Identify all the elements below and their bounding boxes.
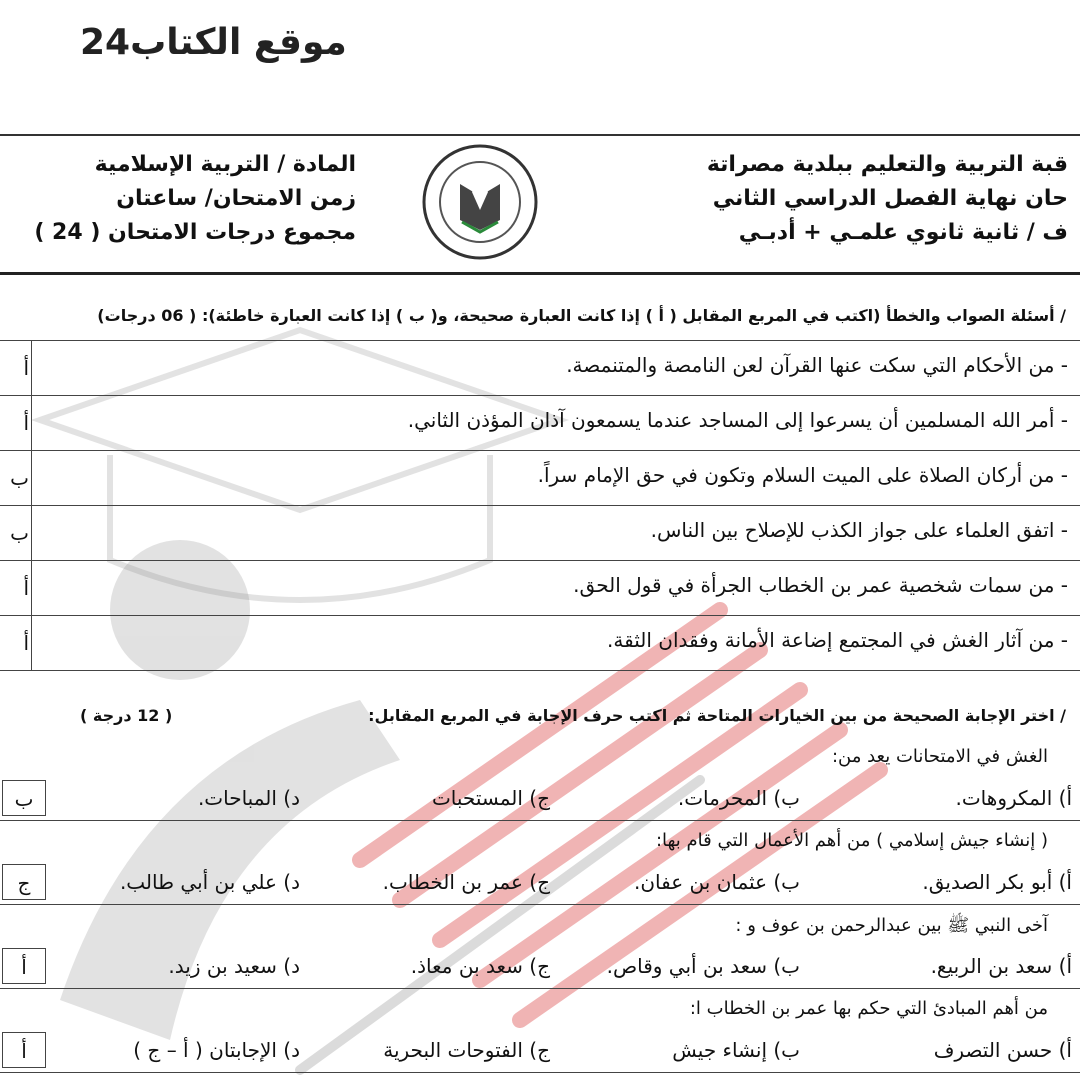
header-authority-block xyxy=(608,148,1068,250)
header-line: حان نهاية الفصل الدراسي الثاني xyxy=(712,186,1068,211)
option-a: أ) حسن التصرف xyxy=(933,1038,1072,1062)
table-row xyxy=(0,341,1080,396)
option-d: د) الإجابتان ( أ – ج ) xyxy=(133,1038,300,1062)
answer-box: ب xyxy=(0,506,32,560)
header-subject-block xyxy=(26,148,356,250)
site-title: موقع الكتاب24 xyxy=(80,22,347,63)
option-b: ب) عثمان بن عفان. xyxy=(634,870,800,894)
answer-box: ب xyxy=(2,780,46,816)
question-stem: آخى النبي ﷺ بين عبدالرحمن بن عوف و : xyxy=(735,915,1048,936)
statement-text: - من أركان الصلاة على الميت السلام وتكون في حق الإمام سراً. xyxy=(537,463,1068,487)
section1-instruction: / أسئلة الصواب والخطأ (اكتب في المربع المقابل ( أ ) إذا كانت العبارة صحيحة، و( ب ) إذا كانت العبارة خاطئة): ( 06 درجات) xyxy=(97,306,1066,325)
answer-box: أ xyxy=(2,948,46,984)
options-row xyxy=(0,948,1080,989)
total-marks-line: مجموع درجات الامتحان ( 24 ) xyxy=(34,220,356,245)
answer-box: أ xyxy=(0,616,32,670)
table-row xyxy=(0,506,1080,561)
option-a: أ) سعد بن الربيع. xyxy=(930,954,1072,978)
option-c: ج) الفتوحات البحرية xyxy=(383,1038,550,1062)
option-c: ج) عمر بن الخطاب. xyxy=(382,870,550,894)
subject-line: المادة / التربية الإسلامية xyxy=(94,152,356,177)
true-false-table xyxy=(0,340,1080,671)
question-stem: ( إنشاء جيش إسلامي ) من أهم الأعمال التي قام بها: xyxy=(655,830,1048,851)
header-line: ف / ثانية ثانوي علمـي + أدبـي xyxy=(738,220,1068,245)
table-row xyxy=(0,396,1080,451)
answer-box: ب xyxy=(0,451,32,505)
option-a: أ) أبو بكر الصديق. xyxy=(922,870,1072,894)
statement-text: - اتفق العلماء على جواز الكذب للإصلاح بين الناس. xyxy=(650,518,1068,542)
answer-box: أ xyxy=(0,396,32,450)
option-b: ب) المحرمات. xyxy=(677,786,800,810)
table-row xyxy=(0,561,1080,616)
statement-text: - أمر الله المسلمين أن يسرعوا إلى المساجد عندما يسمعون آذان المؤذن الثاني. xyxy=(407,408,1068,432)
section2-grade: ( 12 درجة ) xyxy=(80,706,173,725)
answer-box: ج xyxy=(2,864,46,900)
section2-instruction: / اختر الإجابة الصحيحة من بين الخيارات المتاحة ثم اكتب حرف الإجابة في المربع المقابل: xyxy=(368,706,1066,725)
table-row xyxy=(0,451,1080,506)
option-a: أ) المكروهات. xyxy=(955,786,1072,810)
option-d: د) المباحات. xyxy=(197,786,300,810)
option-c: ج) المستحبات xyxy=(431,786,550,810)
statement-text: - من سمات شخصية عمر بن الخطاب الجرأة في قول الحق. xyxy=(573,573,1068,597)
answer-box: أ xyxy=(0,341,32,395)
answer-box: أ xyxy=(2,1032,46,1068)
statement-text: - من آثار الغش في المجتمع إضاعة الأمانة وفقدان الثقة. xyxy=(607,628,1068,652)
option-b: ب) إنشاء جيش xyxy=(672,1038,800,1062)
exam-duration-line: زمن الامتحان/ ساعتان xyxy=(116,186,356,211)
option-b: ب) سعد بن أبي وقاص. xyxy=(606,954,800,978)
option-d: د) علي بن أبي طالب. xyxy=(119,870,300,894)
options-row xyxy=(0,864,1080,905)
options-row xyxy=(0,780,1080,821)
statement-text: - من الأحكام التي سكت عنها القرآن لعن النامصة والمتنمصة. xyxy=(566,353,1068,377)
ministry-logo xyxy=(418,140,542,264)
table-row xyxy=(0,616,1080,671)
question-stem: من أهم المبادئ التي حكم بها عمر بن الخطاب ا: xyxy=(689,998,1048,1019)
option-c: ج) سعد بن معاذ. xyxy=(410,954,550,978)
options-row xyxy=(0,1032,1080,1073)
question-stem: الغش في الامتحانات يعد من: xyxy=(831,746,1048,767)
answer-box: أ xyxy=(0,561,32,615)
option-d: د) سعيد بن زيد. xyxy=(168,954,300,978)
header-line: قبة التربية والتعليم ببلدية مصراتة xyxy=(706,152,1068,177)
